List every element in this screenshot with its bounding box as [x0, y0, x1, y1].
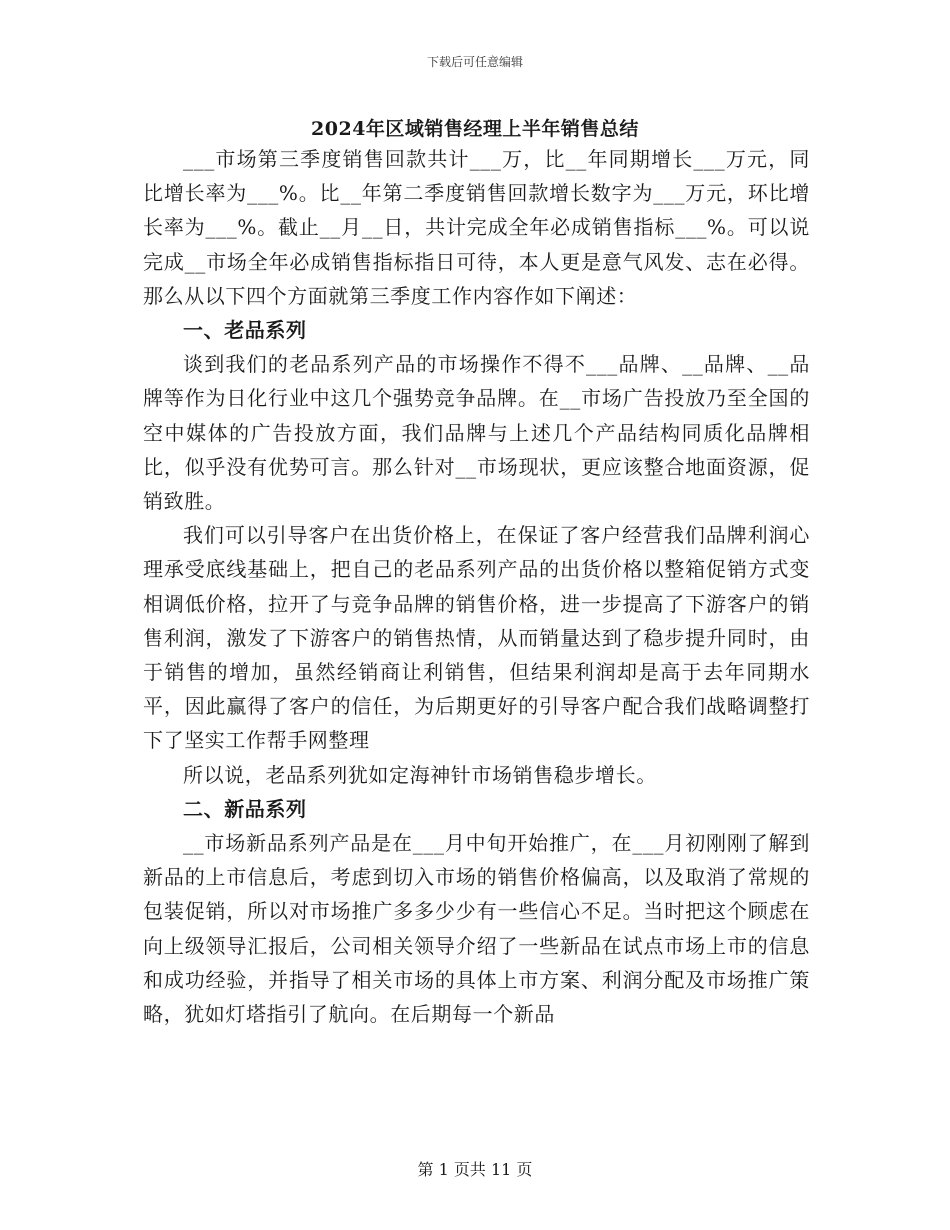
page-footer: 第 1 页共 11 页: [417, 1160, 533, 1179]
header-note: 下载后可任意编辑: [426, 55, 523, 69]
paragraph-new-products-1: __市场新品系列产品是在___月中旬开始推广，在___月初刚刚了解到新品的上市信息后，考虑到切入市场的销售价格偏高，以及取消了常规的包装促销，所以对市场推广多多少少有一些信心不足。当时把这个顾虑在向上级领导汇报后，公司相关领导介绍了一些新品在试点市场上市的信息和成功经验，并指导了相关市场的具体上市方案、利润分配及市场推广策略，犹如灯塔指引了航向。在后期每一个新品: [143, 831, 810, 1027]
paragraph-intro: ___市场第三季度销售回款共计___万，比__年同期增长___万元，同比增长率为___%。比__年第二季度销售回款增长数字为___万元，环比增长率为___%。截止__月__日，共计完成全年必成销售指标___%。可以说完成__市场全年必成销售指标指日可待，本人更是意气风发、志在必得。那么从以下四个方面就第三季度工作内容作如下阐述：: [143, 147, 810, 308]
document-title: 2024年区域销售经理上半年销售总结: [311, 118, 639, 140]
section-heading-old-products: 一、老品系列: [183, 318, 307, 343]
paragraph-old-products-2: 我们可以引导客户在出货价格上，在保证了客户经营我们品牌利润心理承受底线基础上，把自己的老品系列产品的出货价格以整箱促销方式变相调低价格，拉开了与竞争品牌的销售价格，进一步提高了下游客户的销售利润，激发了下游客户的销售热情，从而销量达到了稳步提升同时，由于销售的增加，虽然经销商让利销售，但结果利润却是高于去年同期水平，因此赢得了客户的信任，为后期更好的引导客户配合我们战略调整打下了坚实工作帮手网整理: [143, 523, 810, 753]
paragraph-old-products-1: 谈到我们的老品系列产品的市场操作不得不___品牌、__品牌、__品牌等作为日化行业中这几个强势竞争品牌。在__市场广告投放乃至全国的空中媒体的广告投放方面，我们品牌与上述几个产品结构同质化品牌相比，似乎没有优势可言。那么针对__市场现状，更应该整合地面资源，促销致胜。: [143, 352, 810, 514]
section-heading-new-products: 二、新品系列: [183, 796, 307, 821]
paragraph-old-products-3: 所以说，老品系列犹如定海神针市场销售稳步增长。: [183, 762, 657, 787]
document-body: [143, 142, 810, 1031]
